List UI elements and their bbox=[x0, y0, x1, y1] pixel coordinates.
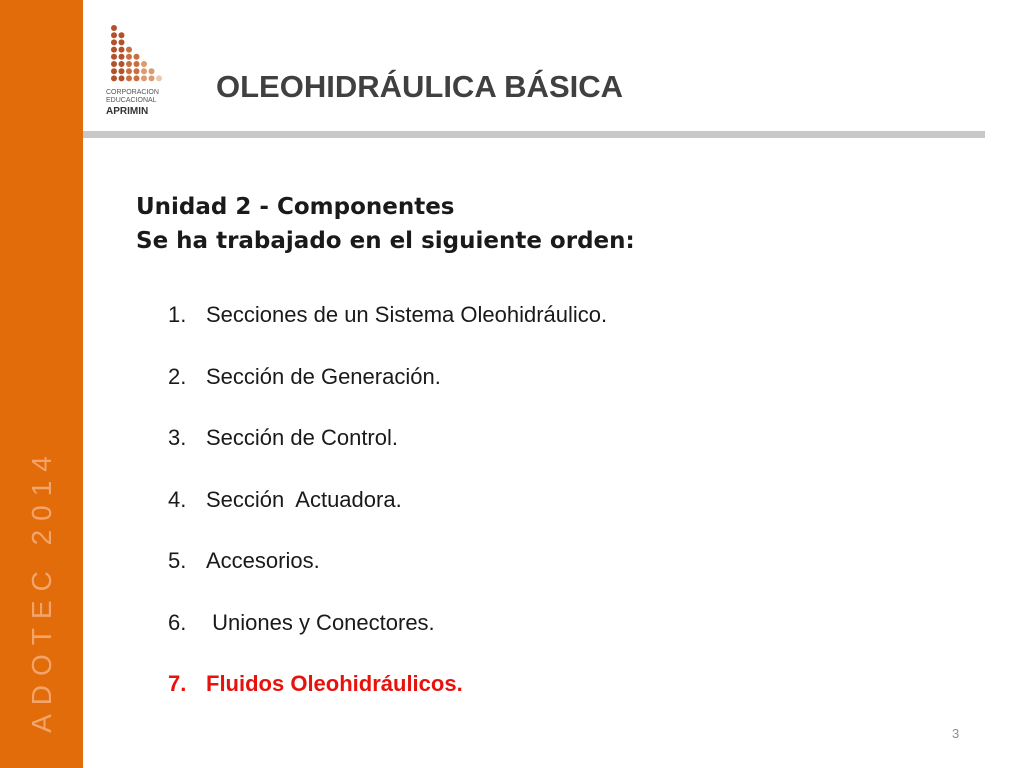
list-item-text: Uniones y Conectores. bbox=[206, 609, 435, 635]
list-item-number: 2. bbox=[168, 363, 187, 389]
list-item-highlighted bbox=[168, 671, 607, 733]
list-item-text: Secciones de un Sistema Oleohidráulico. bbox=[206, 302, 608, 327]
logo-dot bbox=[149, 75, 155, 81]
logo-dot bbox=[126, 47, 132, 53]
list-item-number: 1. bbox=[168, 302, 187, 327]
page-number: 3 bbox=[952, 726, 960, 741]
logo-text-line3: APRIMIN bbox=[106, 106, 149, 117]
page-title: OLEOHIDRÁULICA BÁSICA bbox=[216, 69, 624, 104]
logo-text-line2: EDUCACIONAL bbox=[106, 97, 157, 104]
logo-dot bbox=[111, 54, 117, 60]
topics-list bbox=[168, 302, 607, 733]
heading-line-unit: Unidad 2 - Componentes bbox=[136, 194, 455, 220]
list-item bbox=[168, 364, 607, 426]
logo-dot bbox=[141, 61, 147, 67]
logo-dot bbox=[119, 39, 125, 45]
logo-dot bbox=[141, 75, 147, 81]
list-item bbox=[168, 302, 607, 364]
heading-line-order: Se ha trabajado en el siguiente orden: bbox=[136, 228, 635, 254]
logo-dot bbox=[111, 75, 117, 81]
aprimin-logo bbox=[104, 22, 176, 120]
list-item-number: 7. bbox=[168, 671, 187, 696]
list-item-text: Sección Actuadora. bbox=[206, 486, 402, 512]
list-item-number: 4. bbox=[168, 486, 187, 512]
logo-dot bbox=[111, 25, 117, 31]
logo-dot bbox=[126, 54, 132, 60]
logo-dot bbox=[119, 54, 125, 60]
logo-dot bbox=[119, 61, 125, 67]
logo-dot bbox=[111, 61, 117, 67]
section-heading bbox=[136, 190, 635, 258]
logo-dot bbox=[141, 68, 147, 74]
list-item-text: Fluidos Oleohidráulicos. bbox=[206, 671, 463, 696]
list-item bbox=[168, 425, 607, 487]
logo-dot bbox=[134, 75, 140, 81]
logo-dot bbox=[149, 68, 155, 74]
logo-text-line1: CORPORACION bbox=[106, 89, 159, 96]
logo-dot bbox=[111, 68, 117, 74]
logo-dot bbox=[111, 32, 117, 38]
list-item bbox=[168, 487, 607, 549]
logo-dot bbox=[119, 68, 125, 74]
list-item-number: 3. bbox=[168, 425, 187, 450]
logo-dot bbox=[119, 32, 125, 38]
logo-dot bbox=[119, 75, 125, 81]
logo-dot bbox=[156, 75, 162, 81]
logo-dot bbox=[126, 68, 132, 74]
logo-dot bbox=[126, 61, 132, 67]
logo-dot bbox=[134, 54, 140, 60]
list-item bbox=[168, 548, 607, 610]
vertical-watermark-text: ADOTEC 2014 bbox=[26, 447, 57, 733]
logo-dot bbox=[111, 39, 117, 45]
logo-dot bbox=[134, 61, 140, 67]
title-divider bbox=[83, 131, 985, 138]
list-item-text: Sección de Control. bbox=[206, 425, 398, 450]
list-item-number: 5. bbox=[168, 548, 187, 573]
logo-dot bbox=[126, 75, 132, 81]
logo-dot bbox=[134, 68, 140, 74]
list-item bbox=[168, 610, 607, 672]
logo-dot bbox=[111, 47, 117, 53]
list-item-number: 6. bbox=[168, 609, 187, 635]
list-item-text: Sección de Generación. bbox=[206, 363, 441, 389]
list-item-text: Accesorios. bbox=[206, 548, 320, 573]
logo-dot bbox=[119, 47, 125, 53]
